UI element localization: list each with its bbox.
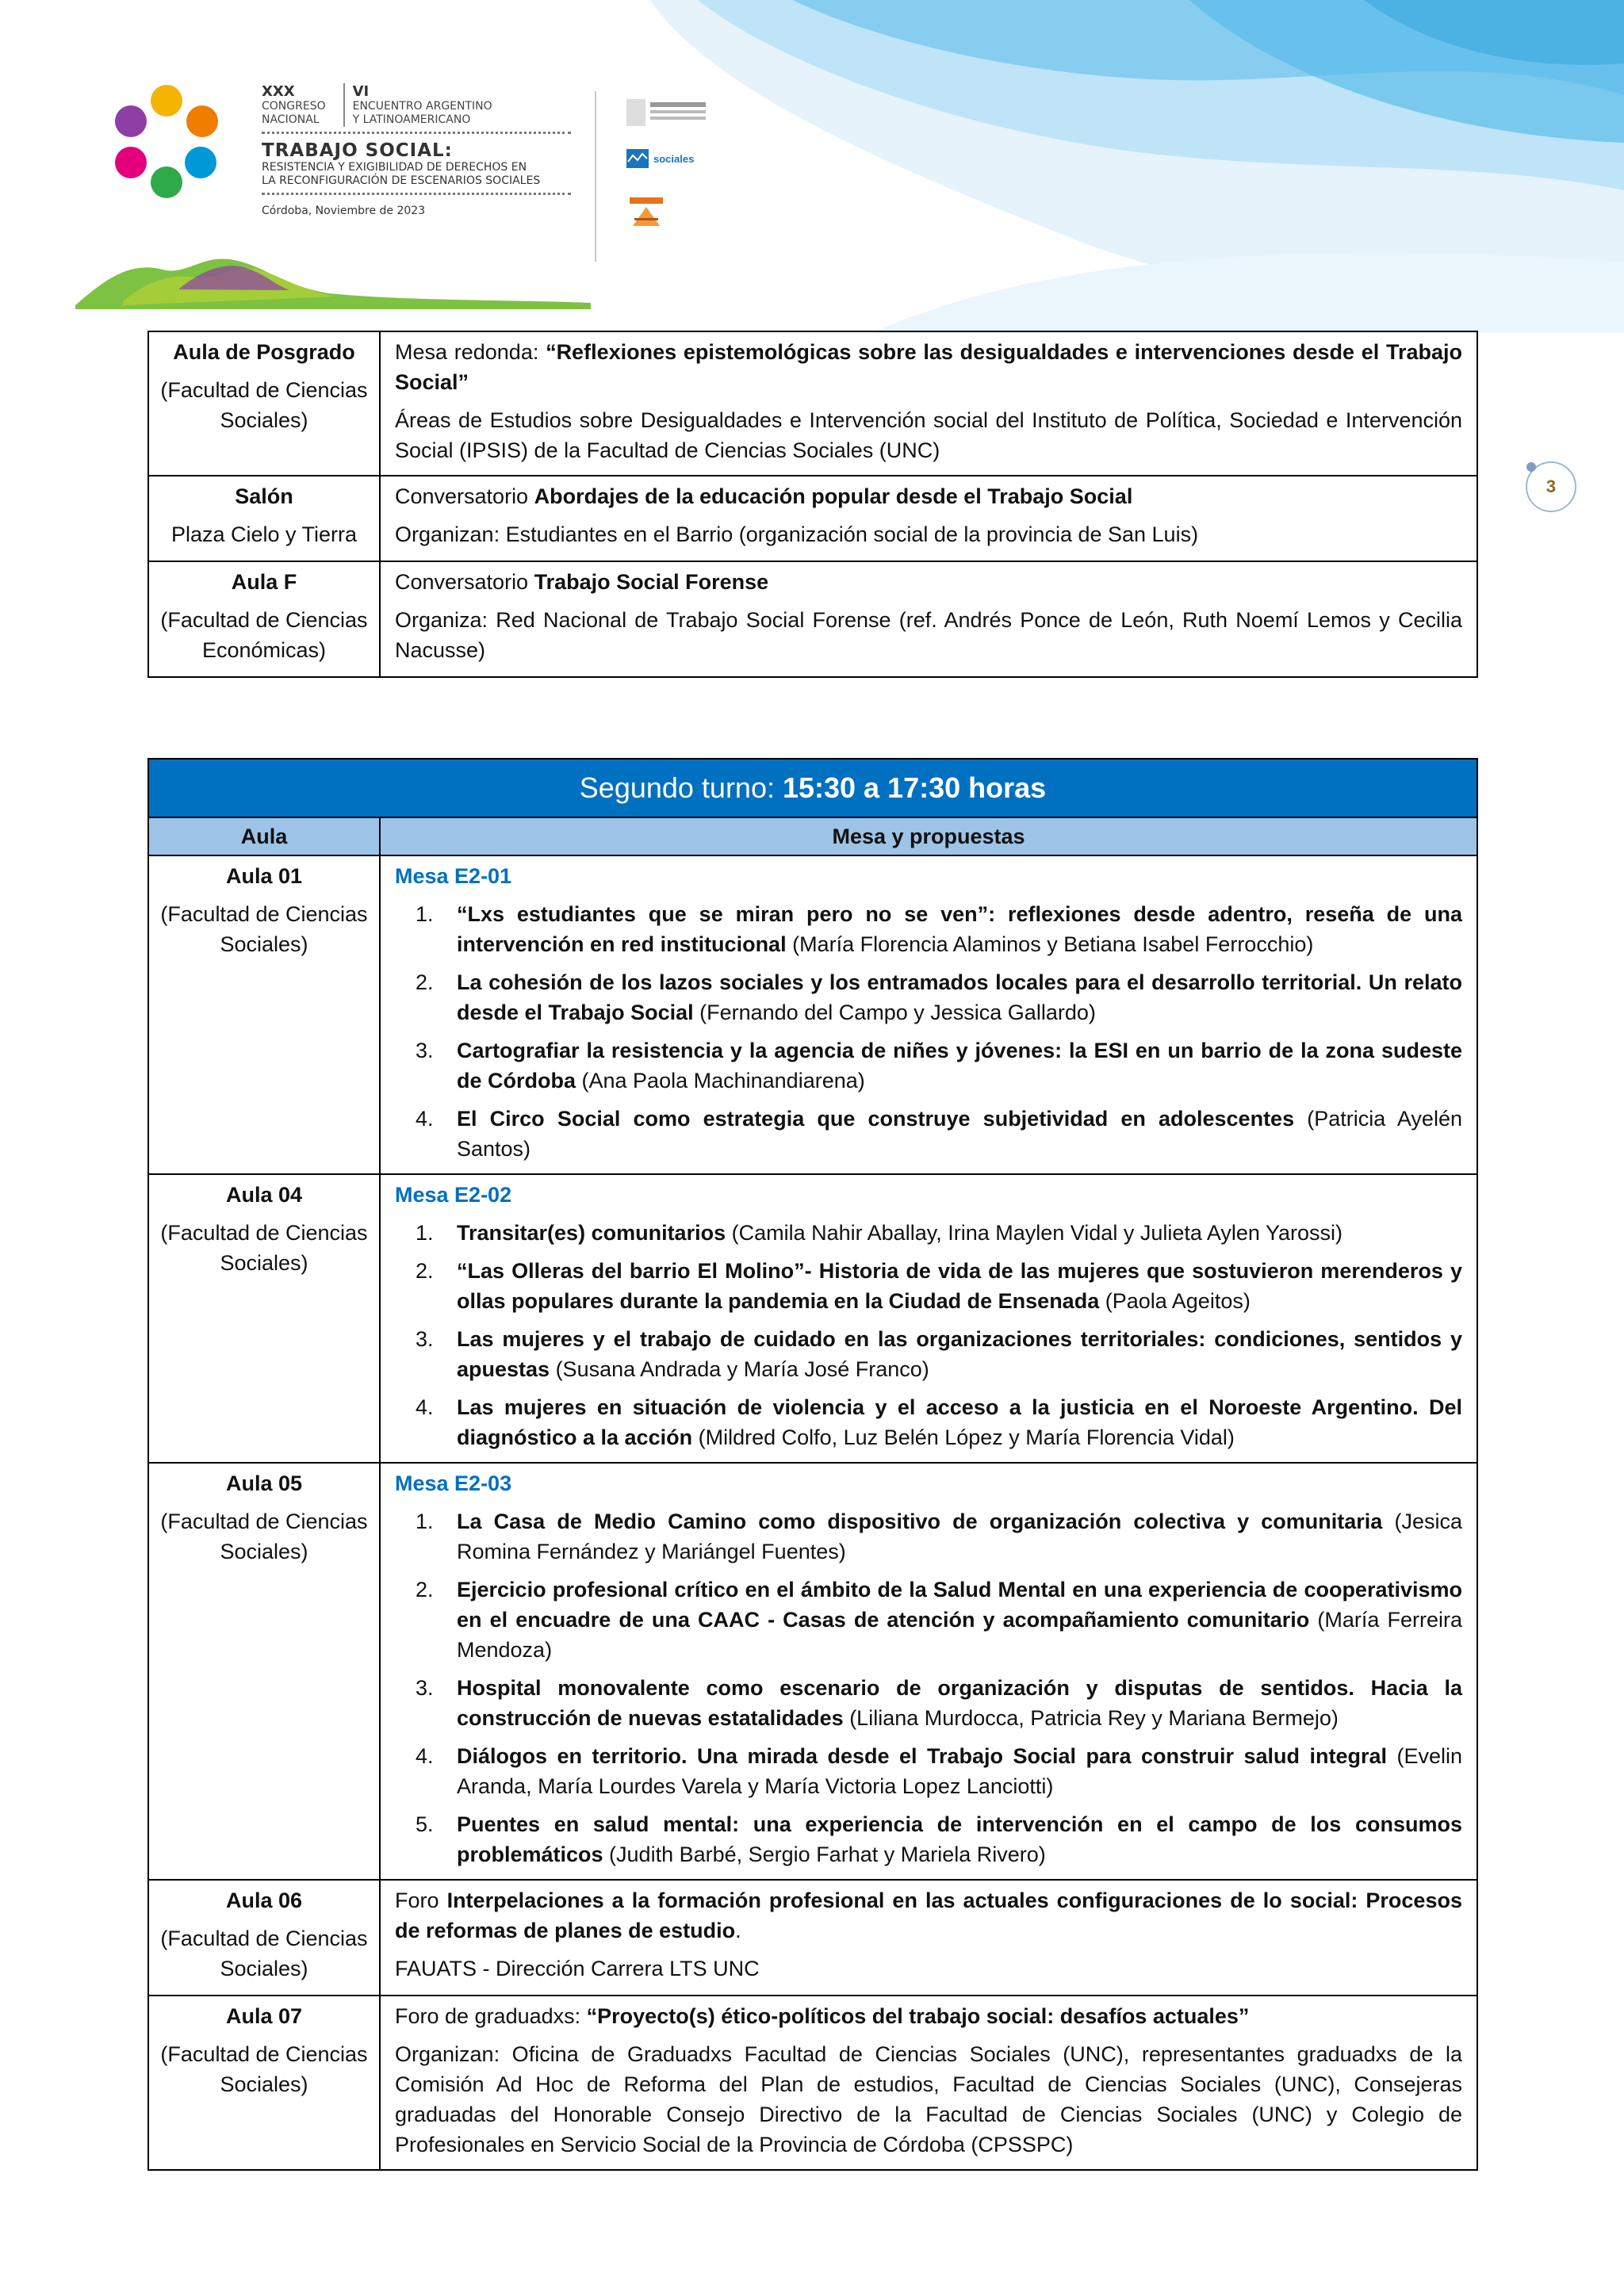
institution-logo-2 [626, 147, 714, 170]
mesa-cell [380, 331, 1477, 476]
logo-nacional: NACIONAL [262, 113, 320, 126]
aula-name: Aula 06 [225, 1888, 303, 1912]
mesa-line-text: Conversatorio [395, 484, 534, 508]
logo-encuentro-1: ENCUENTRO ARGENTINO [352, 100, 492, 113]
mesa-line-suffix: . [735, 1919, 741, 1942]
table-row [148, 331, 1477, 476]
mesa-cell [380, 1174, 1477, 1463]
aula-cell [148, 561, 380, 677]
aula-facultad: (Facultad de Ciencias Sociales) [160, 2042, 368, 2096]
ponencia-title: Diálogos en territorio. Una mirada desde el Trabajo Social para construir salud integral [457, 1744, 1387, 1768]
logo-xxx: XXX [262, 83, 295, 100]
ponencia-title: “Lxs estudiantes que se miran pero no se ven”: reflexiones desde adentro, reseña de una intervención en red institucional [457, 902, 1462, 956]
aula-name: Aula 05 [225, 1471, 303, 1495]
list-item [395, 1035, 1462, 1096]
ponencias-list [395, 1218, 1462, 1452]
table-row [148, 1996, 1477, 2170]
sociales-logo-icon [626, 149, 649, 168]
ponencia-title: “Las Olleras del barrio El Molino”- Historia de vida de las mujeres que sostuvieron merenderos y ollas populares durante la pandemia en la Ciudad de Ensenada [457, 1259, 1462, 1313]
list-item [395, 1392, 1462, 1452]
mesa-line-bold: Trabajo Social Forense [534, 570, 769, 594]
mesa-line-text: Áreas de Estudios sobre Desigualdades e Intervención social del Instituto de Política, Sociedad e Intervención Social (IPSIS) de la Facultad de Ciencias Sociales (UNC) [395, 408, 1462, 462]
logo-date: Córdoba, Noviembre de 2023 [262, 205, 426, 217]
flower-logo-icon [99, 83, 234, 210]
list-item-text [457, 899, 1462, 959]
aula-name: Aula de Posgrado [173, 340, 355, 364]
aula-cell [148, 331, 380, 476]
list-item [395, 1673, 1462, 1733]
aula-cell [148, 476, 380, 561]
mesa-cell [380, 1463, 1477, 1880]
list-item [395, 1218, 1462, 1248]
aula-cell [148, 1996, 380, 2170]
ponencia-authors: (Fernando del Campo y Jessica Gallardo) [693, 1001, 1096, 1024]
aula-name: Aula 04 [225, 1183, 303, 1207]
institution-logo-1 [626, 99, 714, 123]
schedule-table-second-turn [147, 758, 1478, 2171]
table-row [148, 855, 1477, 1174]
list-item-number: 3. [416, 1327, 434, 1351]
mesa-line-text: FAUATS - Dirección Carrera LTS UNC [395, 1957, 760, 1980]
column-header-mesa: Mesa y propuestas [380, 817, 1477, 855]
page-number-dot [1526, 462, 1536, 472]
aula-facultad: (Facultad de Ciencias Sociales) [160, 378, 368, 432]
mesa-line [395, 1954, 1462, 1984]
ponencia-authors: (Patricia Ayelén Santos) [457, 1107, 1462, 1161]
logo-divider [262, 132, 571, 134]
aula-cell [148, 1174, 380, 1463]
building-logo-icon [626, 99, 706, 126]
column-header-row [148, 817, 1477, 855]
turno-label: Segundo turno: [579, 771, 783, 804]
list-item [395, 899, 1462, 959]
list-item-number: 2. [416, 970, 434, 994]
mesa-title: Mesa E2-02 [395, 1183, 512, 1207]
mesa-title: Mesa E2-03 [395, 1471, 512, 1495]
mesa-cell [380, 855, 1477, 1174]
mesa-line [395, 337, 1462, 397]
list-item [395, 967, 1462, 1027]
institution-logos [626, 99, 714, 242]
list-item [395, 1506, 1462, 1567]
mesa-title: Mesa E2-01 [395, 864, 512, 888]
list-item-text [457, 1506, 1462, 1567]
aula-cell [148, 1463, 380, 1880]
list-item-text [457, 1035, 1462, 1096]
mesa-line-text: Organiza: Red Nacional de Trabajo Social Forense (ref. Andrés Ponce de León, Ruth Noemí Lemos y Cecilia Nacusse) [395, 608, 1462, 662]
ponencia-title: Cartografiar la resistencia y la agencia de niñes y jóvenes: la ESI en un barrio de la zona sudeste de Córdoba [457, 1039, 1462, 1093]
mesa-line-text: Organizan: Estudiantes en el Barrio (organización social de la provincia de San Luis) [395, 522, 1199, 546]
list-item-text [457, 1809, 1462, 1869]
logo-congreso: CONGRESO [262, 100, 326, 113]
mesa-line [395, 567, 1462, 597]
ponencia-title: La cohesión de los lazos sociales y los entramados locales para el desarrollo territorial. Un relato desde el Trabajo Social [457, 970, 1462, 1024]
list-item-number: 4. [416, 1744, 434, 1768]
ponencia-authors: (Liliana Murdocca, Patricia Rey y Mariana Bermejo) [843, 1706, 1339, 1730]
mesa-line [395, 405, 1462, 465]
list-item-text [457, 1673, 1462, 1733]
list-item-number: 4. [416, 1395, 434, 1419]
mesa-line-text: Foro de graduadxs: [395, 2004, 587, 2028]
mesa-line-bold: “Reflexiones epistemológicas sobre las desigualdades e intervenciones desde el Trabajo Social” [395, 340, 1462, 394]
table-row [148, 1463, 1477, 1880]
list-item [395, 1809, 1462, 1869]
aula-facultad: (Facultad de Ciencias Sociales) [160, 1221, 368, 1275]
list-item-text [457, 967, 1462, 1027]
list-item-text [457, 1741, 1462, 1801]
aula-facultad: (Facultad de Ciencias Sociales) [160, 902, 368, 956]
list-item-number: 2. [416, 1259, 434, 1283]
list-item-number: 1. [416, 902, 434, 926]
mesa-line-text: Mesa redonda: [395, 340, 546, 364]
ponencia-authors: (Mildred Colfo, Luz Belén López y María Florencia Vidal) [692, 1425, 1235, 1449]
list-item-number: 1. [416, 1221, 434, 1245]
list-item [395, 1324, 1462, 1384]
ponencia-title: Las mujeres y el trabajo de cuidado en las organizaciones territoriales: condiciones, sentidos y apuestas [457, 1327, 1462, 1381]
aula-facultad: (Facultad de Ciencias Sociales) [160, 1927, 368, 1980]
mesa-line-text: Conversatorio [395, 570, 534, 594]
ponencias-list [395, 899, 1462, 1164]
aula-cell [148, 855, 380, 1174]
list-item [395, 1741, 1462, 1801]
mesa-line [395, 2001, 1462, 2031]
ponencia-authors: (María Florencia Alaminos y Betiana Isabel Ferrocchio) [786, 932, 1314, 956]
list-item-text [457, 1104, 1462, 1164]
mesa-line [395, 1885, 1462, 1946]
mesa-cell [380, 476, 1477, 561]
ponencia-authors: (Ana Paola Machinandiarena) [576, 1069, 865, 1093]
page-number: 3 [1526, 461, 1576, 512]
list-item-number: 4. [416, 1107, 434, 1131]
ponencia-authors: (María Ferreira Mendoza) [457, 1608, 1462, 1662]
turno-title [148, 759, 1477, 817]
ponencia-title: Puentes en salud mental: una experiencia de intervención en el campo de los consumos problemáticos [457, 1812, 1462, 1866]
congress-logo [75, 75, 599, 313]
logo-encuentro-2: Y LATINOAMERICANO [352, 113, 471, 126]
logo-subtitle-2: LA RECONFIGURACIÓN DE ESCENARIOS SOCIALES [262, 174, 541, 187]
logo-subtitle-1: RESISTENCIA Y EXIGIBILIDAD DE DERECHOS EN [262, 161, 527, 174]
aula-facultad: (Facultad de Ciencias Económicas) [160, 608, 368, 662]
logo-title: TRABAJO SOCIAL: [262, 140, 453, 161]
mesa-line-text: Foro [395, 1888, 447, 1912]
sociales-logo-text: sociales [653, 152, 695, 165]
mesa-cell [380, 1880, 1477, 1996]
aula-name: Aula 07 [225, 2004, 303, 2028]
ponencia-authors: (Paola Ageitos) [1099, 1289, 1251, 1313]
list-item-number: 3. [416, 1039, 434, 1062]
table-row [148, 1880, 1477, 1996]
aula-facultad: Plaza Cielo y Tierra [170, 522, 358, 546]
mesa-line [395, 519, 1462, 549]
mesa-line-bold: Interpelaciones a la formación profesional en las actuales configuraciones de lo social: Procesos de reformas de planes de estudio [395, 1888, 1462, 1942]
mesa-line-bold: Abordajes de la educación popular desde el Trabajo Social [534, 484, 1133, 508]
mesa-line-bold: “Proyecto(s) ético-políticos del trabajo social: desafíos actuales” [586, 2004, 1250, 2028]
logo-divider-2 [262, 193, 571, 195]
faapss-logo-icon [626, 194, 666, 229]
list-item-text [457, 1575, 1462, 1665]
institution-logo-3 [626, 194, 714, 218]
aula-name: Salón [235, 484, 293, 508]
list-item-text [457, 1324, 1462, 1384]
ponencias-list [395, 1506, 1462, 1869]
aula-cell [148, 1880, 380, 1996]
turno-header-row [148, 759, 1477, 817]
list-item-number: 1. [416, 1510, 434, 1533]
ponencia-authors: (Jesica Romina Fernández y Mariángel Fuentes) [457, 1510, 1462, 1563]
mesa-cell [380, 561, 1477, 677]
mesa-line-text: Organizan: Oficina de Graduadxs Facultad de Ciencias Sociales (UNC), representantes graduadxs de la Comisión Ad Hoc de Reforma del Plan de estudios, Facultad de Ciencias Sociales (UNC), Consejeras graduadas del Honorable Consejo Directivo de la Facultad de Ciencias Sociales (UNC) y Colegio de Profesionales en Servicio Social de la Provincia de Córdoba (CPSSPC) [395, 2042, 1462, 2156]
ponencia-title: Transitar(es) comunitarios [457, 1221, 726, 1245]
aula-name: Aula F [231, 570, 297, 594]
logo-vi: VI [352, 83, 370, 100]
list-item [395, 1104, 1462, 1164]
list-item-number: 2. [416, 1578, 434, 1601]
aula-facultad: (Facultad de Ciencias Sociales) [160, 1510, 368, 1563]
hills-icon [75, 246, 591, 309]
list-item-text [457, 1218, 1462, 1248]
list-item-text [457, 1392, 1462, 1452]
ponencia-title: La Casa de Medio Camino como dispositivo de organización colectiva y comunitaria [457, 1510, 1383, 1533]
ponencia-authors: (Evelin Aranda, María Lourdes Varela y María Victoria Lopez Lanciotti) [457, 1744, 1462, 1798]
list-item [395, 1256, 1462, 1316]
list-item-number: 5. [416, 1812, 434, 1836]
ponencia-title: El Circo Social como estrategia que construye subjetividad en adolescentes [457, 1107, 1295, 1131]
turno-time: 15:30 a 17:30 horas [782, 771, 1047, 804]
schedule-table-first [147, 331, 1478, 678]
ponencia-title: Las mujeres en situación de violencia y el acceso a la justicia en el Noroeste Argentino. Del diagnóstico a la acción [457, 1395, 1462, 1449]
ponencia-title: Hospital monovalente como escenario de organización y disputas de sentidos. Hacia la construcción de nuevas estatalidades [457, 1676, 1462, 1730]
aula-name: Aula 01 [225, 864, 303, 888]
list-item-text [457, 1256, 1462, 1316]
column-header-aula: Aula [148, 817, 380, 855]
ponencia-authors: (Judith Barbé, Sergio Farhat y Mariela Rivero) [603, 1843, 1046, 1866]
header-separator [595, 91, 596, 262]
ponencia-title: Ejercicio profesional crítico en el ámbito de la Salud Mental en una experiencia de cooperativismo en el encuadre de una CAAC - Casas de atención y acompañamiento comunitario [457, 1578, 1462, 1632]
mesa-line [395, 481, 1462, 511]
table-row [148, 476, 1477, 561]
table-row [148, 1174, 1477, 1463]
list-item [395, 1575, 1462, 1665]
ponencia-authors: (Susana Andrada y María José Franco) [550, 1357, 929, 1381]
mesa-cell [380, 1996, 1477, 2170]
ponencia-authors: (Camila Nahir Aballay, Irina Maylen Vidal y Julieta Aylen Yarossi) [726, 1221, 1342, 1245]
table-row [148, 561, 1477, 677]
mesa-line [395, 605, 1462, 665]
mesa-line [395, 2039, 1462, 2160]
list-item-number: 3. [416, 1676, 434, 1700]
